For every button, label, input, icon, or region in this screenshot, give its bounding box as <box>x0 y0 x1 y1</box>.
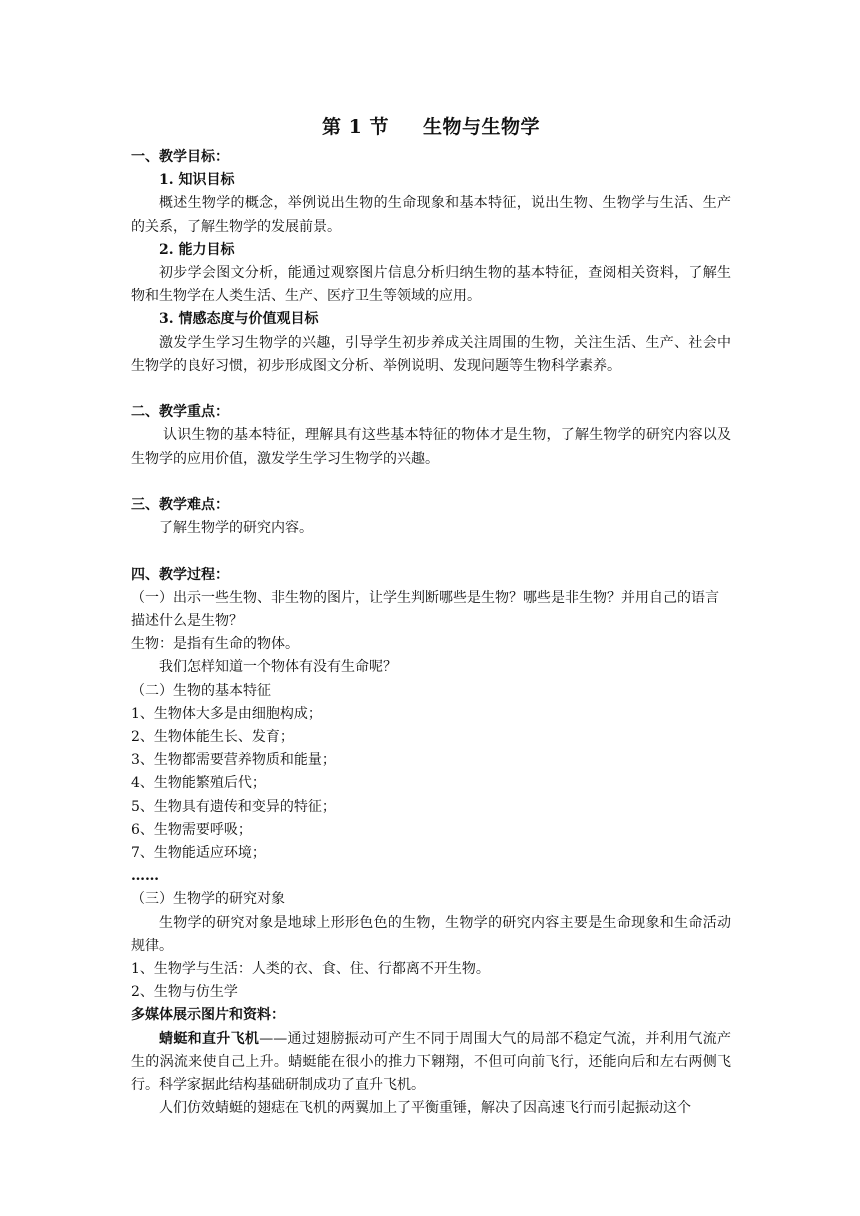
goal-heading-knowledge: 1. 知识目标 <box>159 172 235 189</box>
feature-item: 4、生物能繁殖后代； <box>131 775 266 792</box>
feature-item: 5、生物具有遗传和变异的特征； <box>131 798 336 815</box>
media-heading: 多媒体展示图片和资料： <box>131 1007 285 1024</box>
section-heading-key-points: 二、教学重点： <box>131 404 229 421</box>
feature-item: 2、生物体能生长、发育； <box>131 729 294 746</box>
feature-ellipsis: …… <box>131 868 159 885</box>
title-section-number: 第 1 节 <box>322 116 389 138</box>
key-points-text: 认识生物的基本特征，理解具有这些基本特征的物体才是生物，了解生物学的研究内容以及生物学的应用价值，激发学生学习生物学的兴趣。 <box>131 427 731 467</box>
goal-text-ability: 初步学会图文分析，能通过观察图片信息分析归纳生物的基本特征，查阅相关资料，了解生物和生物学在人类生活、生产、医疗卫生等领域的应用。 <box>131 265 731 305</box>
title-text: 生物与生物学 <box>422 116 540 138</box>
section-heading-objectives: 一、教学目标： <box>131 149 229 165</box>
goal-text-knowledge: 概述生物学的概念，举例说出生物的生命现象和基本特征，说出生物、生物学与生活、生产的关系，了解生物学的发展前景。 <box>131 195 731 235</box>
dragonfly-title: 蜻蜓和直升飞机 <box>159 1030 260 1047</box>
life-question: 我们怎样知道一个物体有没有生命呢？ <box>159 659 397 676</box>
feature-item: 7、生物能适应环境； <box>131 845 266 862</box>
bionics-item: 2、生物与仿生学 <box>131 984 238 1001</box>
research-object-text: 生物学的研究对象是地球上形形色色的生物，生物学的研究内容主要是生命现象和生命活动规律。 <box>131 914 731 954</box>
feature-item: 1、生物体大多是由细胞构成； <box>131 705 322 722</box>
dragonfly-text: ——通过翅膀振动可产生不同于周围大气的局部不稳定气流，并利用气流产生的涡流来使自己上升。蜻蜓能在很小的推力下翱翔，不但可向前飞行，还能向后和左右两侧飞行。科学家据此结构基础研制成功了直升飞机。 <box>131 1030 732 1094</box>
process-part1-text: （一）出示一些生物、非生物的图片，让学生判断哪些是生物？哪些是非生物？并用自己的语言描述什么是生物？ <box>131 589 719 630</box>
section-heading-difficulties: 三、教学难点： <box>131 497 229 514</box>
goal-heading-attitude: 3. 情感态度与价值观目标 <box>159 311 319 328</box>
organism-definition: 生物：是指有生命的物体。 <box>131 636 299 653</box>
section-heading-process: 四、教学过程： <box>131 566 229 583</box>
feature-item: 6、生物需要呼吸； <box>131 821 252 838</box>
goal-heading-ability: 2. 能力目标 <box>159 241 235 258</box>
goal-text-attitude: 激发学生学习生物学的兴趣，引导学生初步养成关注周围的生物，关注生活、生产、社会中生物学的良好习惯，初步形成图文分析、举例说明、发现问题等生物科学素养。 <box>131 334 731 374</box>
process-part3-heading: （三）生物学的研究对象 <box>131 891 285 908</box>
process-part2-heading: （二）生物的基本特征 <box>131 682 271 699</box>
page-title <box>131 112 731 142</box>
dragonfly-paragraph <box>131 1028 731 1098</box>
wing-weight-text: 人们仿效蜻蜓的翅痣在飞机的两翼加上了平衡重锤，解决了因高速飞行而引起振动这个 <box>159 1100 691 1117</box>
difficulties-text: 了解生物学的研究内容。 <box>159 520 313 537</box>
feature-item: 3、生物都需要营养物质和能量； <box>131 752 336 769</box>
document-page <box>131 112 731 1120</box>
biology-life-item: 1、生物学与生活：人类的衣、食、住、行都离不开生物。 <box>131 961 490 978</box>
